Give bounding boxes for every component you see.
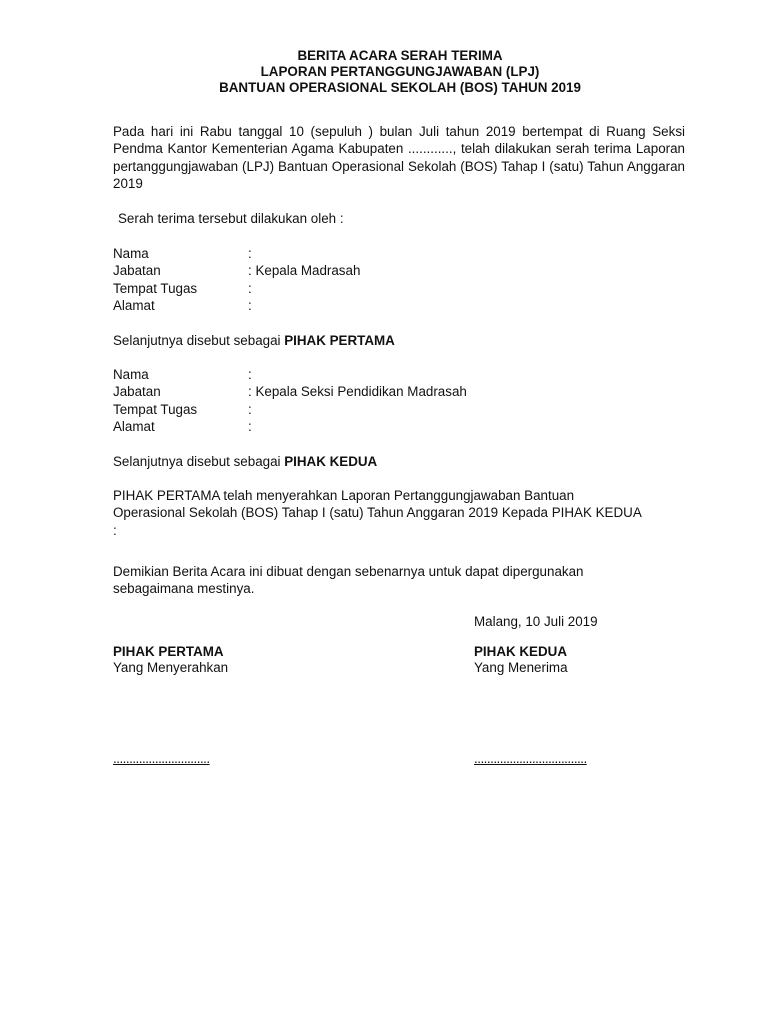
field-label-alamat: Alamat [113, 298, 155, 313]
handover-paragraph: PIHAK PERTAMA telah menyerahkan Laporan Pertanggungjawaban Bantuan Operasional Sekolah (BOS) Tahap I (satu) Tahun Anggaran 2019 Kepada PIHAK KEDUA : [113, 488, 642, 538]
field-label-tempat-tugas: Tempat Tugas [113, 281, 198, 296]
field-value-jabatan: : Kepala Seksi Pendidikan Madrasah [248, 384, 467, 399]
place-date: Malang, 10 Juli 2019 [474, 614, 598, 629]
signature-right-title: PIHAK KEDUA [474, 644, 567, 659]
party-2-reference [113, 453, 377, 470]
field-value-alamat: : [248, 419, 252, 434]
field-label-tempat-tugas: Tempat Tugas [113, 402, 198, 417]
field-value-nama: : [248, 367, 252, 382]
closing-paragraph: Demikian Berita Acara ini dibuat dengan sebenarnya untuk dapat dipergunakan sebagaimana mestinya. [113, 564, 584, 597]
signature-right-subtitle: Yang Menerima [474, 660, 568, 675]
field-value-alamat: : [248, 298, 252, 313]
document-title [0, 48, 768, 95]
title-line-1: BERITA ACARA SERAH TERIMA [297, 48, 503, 63]
party-1-reference-prefix: Selanjutnya disebut sebagai [113, 333, 285, 348]
party-2-reference-prefix: Selanjutnya disebut sebagai [113, 454, 285, 469]
title-line-3: BANTUAN OPERASIONAL SEKOLAH (BOS) TAHUN 2019 [219, 79, 581, 95]
field-label-nama: Nama [113, 367, 149, 382]
serah-terima-line: Serah terima tersebut dilakukan oleh : [118, 211, 344, 226]
signature-left-line: .............................. [113, 751, 210, 766]
field-label-alamat: Alamat [113, 419, 155, 434]
field-label-jabatan: Jabatan [113, 384, 161, 399]
field-value-tempat-tugas: : [248, 402, 252, 417]
signature-right-line: ................................... [474, 751, 587, 766]
field-label-jabatan: Jabatan [113, 263, 161, 278]
signature-left-title: PIHAK PERTAMA [113, 644, 224, 659]
signature-left-subtitle: Yang Menyerahkan [113, 660, 229, 675]
intro-paragraph: Pada hari ini Rabu tanggal 10 (sepuluh ) bulan Juli tahun 2019 bertempat di Ruang Seksi Pendma Kantor Kementerian Agama Kabupaten ............, telah dilakukan serah terima Laporan pertanggungjawaban (LPJ) Bantuan Operasional Sekolah (BOS) Tahap I (satu) Tahun Anggaran 2019 [113, 124, 685, 192]
field-value-jabatan: : Kepala Madrasah [248, 263, 361, 278]
party-1-reference-bold: PIHAK PERTAMA [284, 333, 395, 348]
party-1-reference [113, 332, 395, 349]
field-value-nama: : [248, 246, 252, 261]
field-label-nama: Nama [113, 246, 149, 261]
field-value-tempat-tugas: : [248, 281, 252, 296]
title-line-2: LAPORAN PERTANGGUNGJAWABAN (LPJ) [260, 63, 540, 79]
party-2-reference-bold: PIHAK KEDUA [284, 454, 378, 469]
